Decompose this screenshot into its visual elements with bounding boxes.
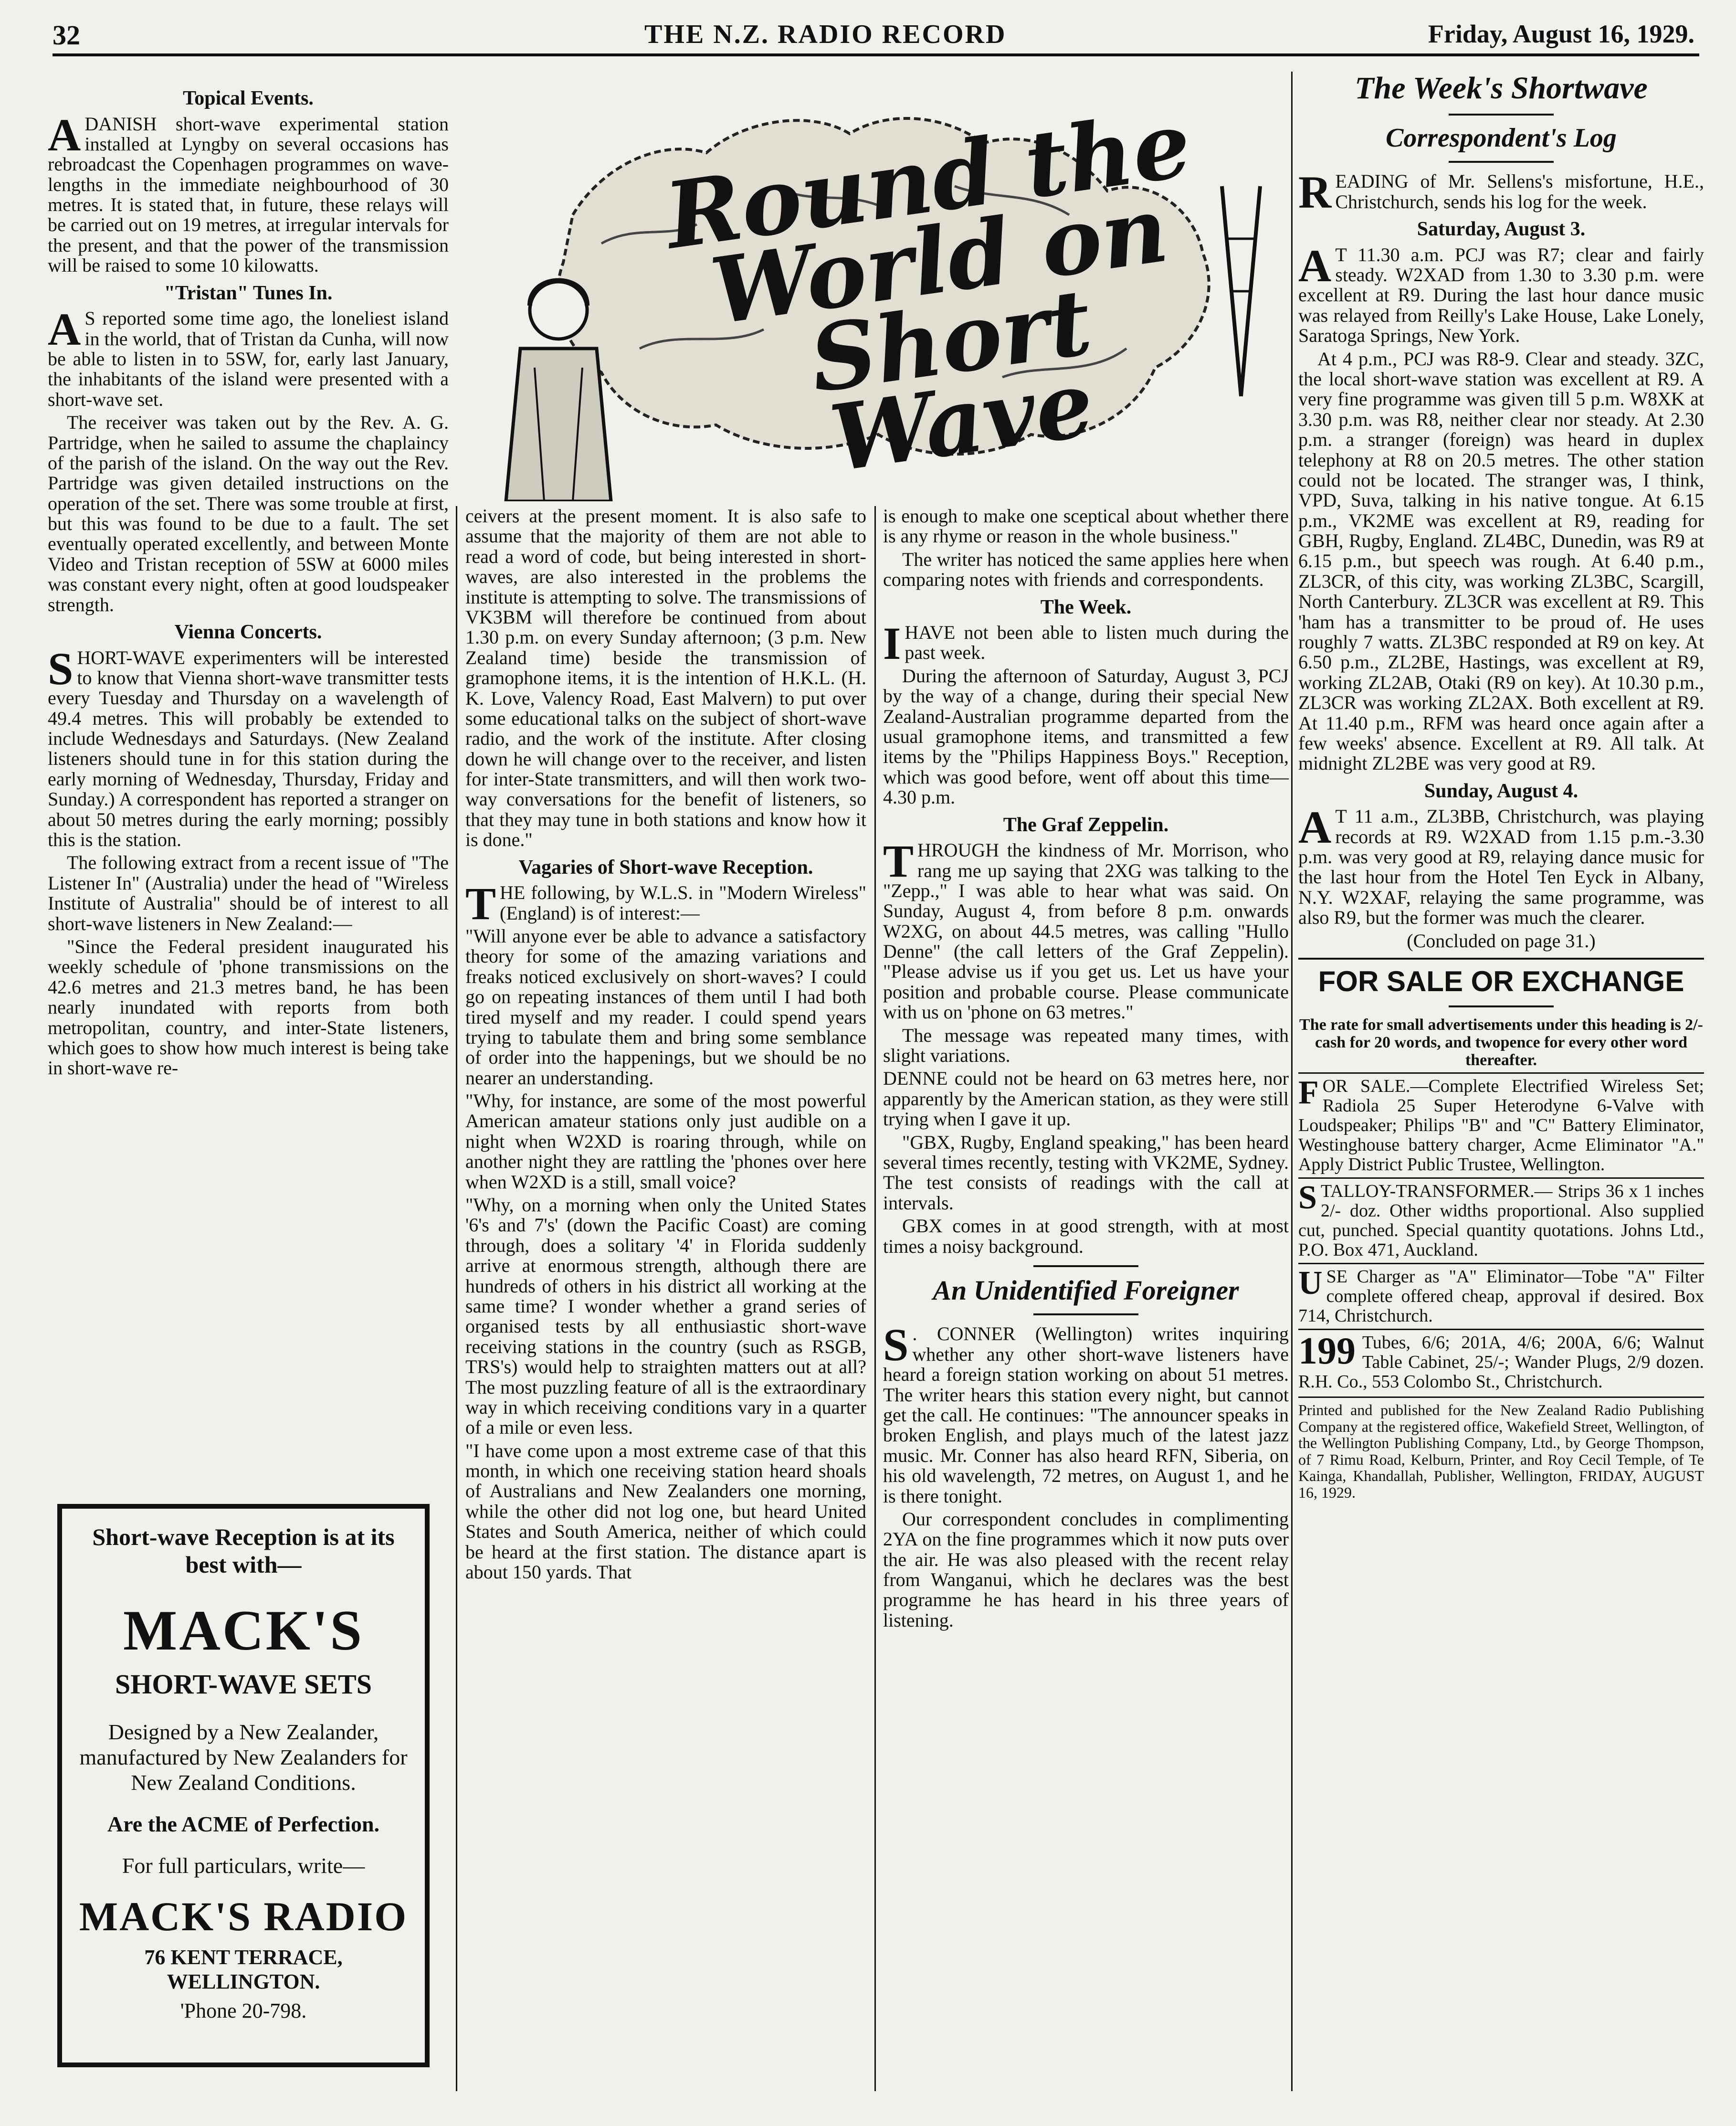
col2-paragraph-1: ceivers at the present moment. It is also safe to assume that the majority of them are not able to read a word of code, but being interested in short-waves, are also interested in the problems the institute is attempting to solve. The transmissions of VK3BM will therefore be continued from about 1.30 p.m. on every Sunday afternoon; (3 p.m. New Zealand time) beside the transmission of gramophone items, it is the intention of H.K.L. (H. K. Love, Valency Road, East Malvern) to put over some educational talks on the subject of short-wave radio, and the work of the institute. After closing down he will change over to the receiver, and listen for inter-State transmitters, and will then work two-way conversations for the benefit of listeners, so that they may tune in both stations and know how it is done." [465, 505, 866, 851]
column-rule [456, 506, 457, 2091]
vagaries-heading: Vagaries of Short-wave Reception. [518, 856, 813, 878]
vagaries-paragraph-4: "Why, on a morning when only the United States '6's and 7's' (down the Pacific Coast) are coming through, does a solitary '4' in Florida suddenly arrive at enormous strength, although there are hundreds of others in his district all working at the same time? I wonder whether a grand series of organised tests by all enthusiastic short-wave receiving stations in the country (such as RSGB, TRS's) would help to straighten matters out at all? The most puzzling feature of all is the extraordinary way in which receiving conditions vary in a quarter of a mile or even less. [465, 1194, 866, 1438]
dropcap: S [883, 1319, 909, 1371]
dropcap: R [1298, 167, 1332, 218]
dropcap: U [1298, 1265, 1323, 1302]
dropcap: F [1298, 1074, 1319, 1111]
graf-paragraph-5: GBX comes in at good strength, with at most times a noisy background. [883, 1215, 1289, 1257]
column-rule [1291, 72, 1293, 2091]
section-rule [1449, 161, 1554, 163]
col3-paragraph-2: The writer has noticed the same applies here when comparing notes with friends and correspondents. [883, 548, 1289, 591]
publisher-imprint: Printed and published for the New Zealand Radio Publishing Company at the registered office, Wakefield Street, Wellington, of the Wellington Publishing Company, Ltd., by George Thompson, of 7 Rimu Road, Kelburn, Printer, and Roy Cecil Temple, of Te Kainga, Khandallah, Publisher, Wellington, FRIDAY, AUGUST 16, 1929. [1298, 1396, 1704, 1501]
page-number: 32 [53, 20, 80, 51]
topical-paragraph: ADANISH short-wave experimental station installed at Lyngby on several occasions has rebroadcast the Copenhagen programmes on wave-lengths in the immediate neighbourhood of 30 metres. It is stated that, in future, these relays will be carried out on 19 metres, at irregular intervals for the present, and that the power of the transmission will be raised to some 10 kilowatts. [48, 109, 449, 276]
dropcap: A [1298, 802, 1332, 853]
weeks-shortwave-title: The Week's Shortwave [1355, 71, 1648, 106]
illustration [477, 81, 1308, 501]
classified-rates: The rate for small advertisements under this heading is 2/- cash for 20 words, and twopence for every other word thereafter. [1299, 1015, 1703, 1069]
classified-ad-4: 199 Tubes, 6/6; 201A, 4/6; 200A, 6/6; Walnut Table Cabinet, 25/-; Wander Plugs, 2/9 dozen. R.H. Co., 553 Colombo St., Christchurch. [1298, 1329, 1704, 1392]
ad-company: MACK'S RADIO [79, 1893, 408, 1939]
saturday-paragraph-1: A T 11.30 a.m. PCJ was R7; clear and fairly steady. W2XAD from 1.30 to 3.30 p.m. were excellent at R9. During the last hour dance music was relayed from Reilly's Lake House, Lake Lonely, Saratoga Springs, New York. [1298, 240, 1704, 347]
dropcap: S [48, 643, 74, 694]
header-rule [53, 53, 1699, 56]
dropcap: I [883, 618, 901, 669]
illustration-title: Round the World on Short Wave [659, 90, 1197, 492]
saturday-paragraph-2: At 4 p.m., PCJ was R8-9. Clear and steady. 3ZC, the local short-wave station was excellent at R9. A very fine programme was given till 5 p.m. W8XK at 3.30 p.m. was R8, neither clear nor steady. At 2.30 p.m. a stranger (foreign) was heard in duplex telephony at R8 on 20.5 metres. The other station could not be located. The stranger was, I think, VPD, Suva, talking in his native tongue. At 6.15 p.m., VK2ME was excellent at R9, reading for GBH, Rugby, England. ZL4BC, Dunedin, was R9 at 6.15 p.m., but speech was rough. At 6.40 p.m., ZL3CR, of this city, was working ZL3BC, Scargill, North Canterbury. ZL3CR was excellent at R9. This 'ham has a transmitter to be proud of. He uses roughly 7 watts. ZL3BC responded at R9 on key. At 6.50 p.m., ZL2BE, Hastings, was excellent at R9, working ZL2AB, Otaki (R9 on key). At 10.30 p.m., ZL3CR was working ZL2AX. Both excellent at R9. At 11.40 p.m., RFM was heard once again after a few weeks' absence. Excellent at R9. All talk. At midnight ZL2BE was very good at R9. [1298, 348, 1704, 774]
tristan-paragraph-2: The receiver was taken out by the Rev. A. G. Partridge, when he sailed to assume the chaplaincy of the parish of the island. On the way out the Rev. Partridge was given detailed instructions on the operation of the set. There was some trouble at first, but this was found to be due to a fault. The set eventually operated excellently, and between Monte Video and Tristan reception of 5SW at 6000 miles was constant every night, often at good loudspeaker strength. [48, 412, 449, 615]
column-3 [883, 506, 1289, 1633]
issue-date: Friday, August 16, 1929. [1428, 20, 1694, 48]
column-1 [48, 81, 449, 1081]
macks-advertisement [57, 1504, 430, 2067]
vienna-paragraph-2: The following extract from a recent issue of "The Listener In" (Australia) under the head of "Wireless Institute of Australia" should be of interest to all short-wave listeners in New Zealand:— [48, 852, 449, 934]
concluded-note: (Concluded on page 31.) [1407, 930, 1596, 952]
section-rule [1449, 1005, 1554, 1007]
vagaries-paragraph-1: THE following, by W.L.S. in "Modern Wireless" (England) is of interest:— [465, 878, 866, 930]
publication-title: THE N.Z. RADIO RECORD [644, 20, 1007, 49]
dropcap: S [1298, 1179, 1317, 1216]
column-2 [465, 506, 866, 1585]
unidentified-paragraph-1: S . CONNER (Wellington) writes inquiring whether any other short-wave listeners have heard a foreign station working on about 51 metres. The writer hears this station every night, but cannot get the call. He continues: "The announcer speaks in broken English, and plays much of the latest jazz music. Mr. Conner has also heard RFN, Siberia, on his old wavelength, 72 metres, on August 1, and he is there tonight. [883, 1319, 1289, 1507]
ad-phone: 'Phone 20-798. [180, 1999, 307, 2022]
vagaries-paragraph-5: "I have come upon a most extreme case of that this month, in which one receiving station heard shoals of Australians and New Zealanders one morning, while the other did not log one, but heard United States and South America, neither of which could be heard at the first station. The distance apart is about 150 yards. That [465, 1439, 866, 1583]
topical-heading: Topical Events. [183, 87, 314, 109]
dropcap: A [48, 304, 81, 355]
graf-paragraph-4: "GBX, Rugby, England speaking," has been heard several times recently, testing with VK2ME, Sydney. The test consists of readings with the call at intervals. [883, 1131, 1289, 1214]
unidentified-paragraph-2: Our correspondent concludes in complimenting 2YA on the fine programmes which it now puts over the air. He was also pleased with the recent relay from Wanganui, which he declares was the best programme he has heard in his three years of listening. [883, 1508, 1289, 1631]
tristan-heading: "Tristan" Tunes In. [164, 282, 333, 304]
saturday-heading: Saturday, August 3. [1417, 218, 1586, 241]
dropcap: A [1298, 240, 1332, 291]
week-paragraph-1: IHAVE not been able to listen much during the past week. [883, 618, 1289, 669]
sunday-paragraph-1: A T 11 a.m., ZL3BB, Christchurch, was playing records at R9. W2XAD from 1.15 p.m.-3.30 p.m. was very good at R9, relaying dance music for the last hour from the Hotel Ten Eyck in Albany, N.Y. W2XAF, relaying the same programme, was also R9, but the former was much the clearer. [1298, 802, 1704, 929]
ad-prompt: For full particulars, write— [122, 1853, 365, 1878]
section-rule [1449, 114, 1554, 116]
classified-ad-1: FOR SALE.—Complete Electrified Wireless Set; Radiola 25 Super Heterodyne 6-Valve with Loudspeaker; Philips "B" and "C" Battery Eliminator, Westinghouse battery charger, Acme Eliminator "A." Apply District Public Trustee, Wellington. [1298, 1072, 1704, 1174]
ad-address: 76 KENT TERRACE, WELLINGTON. [144, 1946, 343, 1993]
column-4 [1298, 72, 1704, 1501]
vienna-paragraph-3: "Since the Federal president inaugurated his weekly schedule of 'phone transmissions on the 42.6 metres and 21.3 metres band, he has been nearly inundated with reports from both metropolitan, country, and inter-State listeners, which goes to show how much interest is being take in short-wave re- [48, 936, 449, 1079]
graf-heading: The Graf Zeppelin. [1003, 814, 1169, 836]
dropcap: T [883, 836, 914, 887]
correspondents-log-title: Correspondent's Log [1386, 123, 1617, 153]
ad-product: SHORT-WAVE SETS [115, 1669, 372, 1700]
for-sale-heading: FOR SALE OR EXCHANGE [1318, 965, 1684, 998]
dropcap: T [465, 878, 496, 930]
section-rule [1033, 1313, 1138, 1315]
vagaries-paragraph-2: "Will anyone ever be able to advance a satisfactory theory for some of the amazing variations and freaks noticed exclusively on short-waves? I could go on repeating instances of them until I had both tired myself and my reader. I could spend years trying to tabulate them and bring some semblance of order into the happenings, but we should be no nearer an understanding. [465, 925, 866, 1089]
unidentified-heading: An Unidentified Foreigner [933, 1274, 1239, 1306]
col3-paragraph-1: is enough to make one sceptical about whether there is any rhyme or reason in the whole business." [883, 505, 1289, 547]
week-paragraph-2: During the afternoon of Saturday, August 3, PCJ by the way of a change, during their special New Zealand-Australian programme departed from the usual gramophone items, and transmitted a few items by the "Philips Happiness Boys." Reception, which was good before, went off about this time—4.30 p.m. [883, 665, 1289, 808]
classified-ad-3: USE Charger as "A" Eliminator—Tobe "A" Filter complete offered cheap, approval if desired. Box 714, Christchurch. [1298, 1263, 1704, 1326]
ad-slogan: Are the ACME of Perfection. [107, 1812, 380, 1836]
sunday-heading: Sunday, August 4. [1424, 780, 1578, 802]
vagaries-paragraph-3: "Why, for instance, are some of the most powerful American amateur stations only just audible on a night when W2XD is roaring through, while on another night they are rattling the 'phones over here when W2XD is a still, small voice? [465, 1090, 866, 1193]
log-intro: READING of Mr. Sellens's misfortune, H.E., Christchurch, sends his log for the week. [1298, 167, 1704, 218]
week-heading: The Week. [1040, 596, 1132, 618]
classified-ad-2: STALLOY-TRANSFORMER.— Strips 36 x 1 inches 2/- doz. Other widths proportional. Also supplied cut, punched. Special quantity quotations. Johns Ltd., P.O. Box 471, Auckland. [1298, 1177, 1704, 1260]
ad-description: Designed by a New Zealander, manufactured by New Zealanders for New Zealand Conditions. [79, 1720, 408, 1795]
section-rule [1298, 958, 1704, 960]
tristan-paragraph-1: A S reported some time ago, the loneliest island in the world, that of Tristan da Cunha, will now be able to listen in to 5SW, for, early last January, the inhabitants of the island were presented with a short-wave set. [48, 304, 449, 410]
vienna-heading: Vienna Concerts. [174, 621, 322, 644]
section-rule [1033, 1265, 1138, 1267]
column-rule [874, 506, 876, 2091]
page-header [53, 19, 1694, 57]
graf-paragraph-1: THROUGH the kindness of Mr. Morrison, who rang me up saying that 2XG was talking to the "Zepp.," I was able to hear what was said. On Sunday, August 4, from before 8 p.m. onwards W2XG, on about 44.5 metres, was calling "Hullo Denne" (the call letters of the Graf Zeppelin). "Please advise us if you get us. Let us have your position and probable course. Please communicate with us on 'phone on 63 metres." [883, 836, 1289, 1023]
vienna-paragraph-1: SHORT-WAVE experimenters will be interested to know that Vienna short-wave transmitter tests every Tuesday and Thursday on a wavelength of 49.4 metres. This will probably be extended to include Wednesdays and Saturdays. (New Zealand listeners should tune in for this station during the early morning of Wednesday, Thursday, Friday and Sunday.) A correspondent has reported a stranger on about 50 metres during the early morning; possibly this is the station. [48, 643, 449, 851]
dropcap: A [48, 109, 81, 160]
ad-number: 199 [1298, 1330, 1356, 1373]
ad-brand: MACK'S [123, 1598, 364, 1662]
graf-paragraph-2: The message was repeated many times, with slight variations. [883, 1024, 1289, 1067]
graf-paragraph-3: DENNE could not be heard on 63 metres here, nor apparently by the American station, as they were still trying when I gave it up. [883, 1068, 1289, 1130]
ad-tagline: Short-wave Reception is at its best with— [92, 1523, 395, 1578]
